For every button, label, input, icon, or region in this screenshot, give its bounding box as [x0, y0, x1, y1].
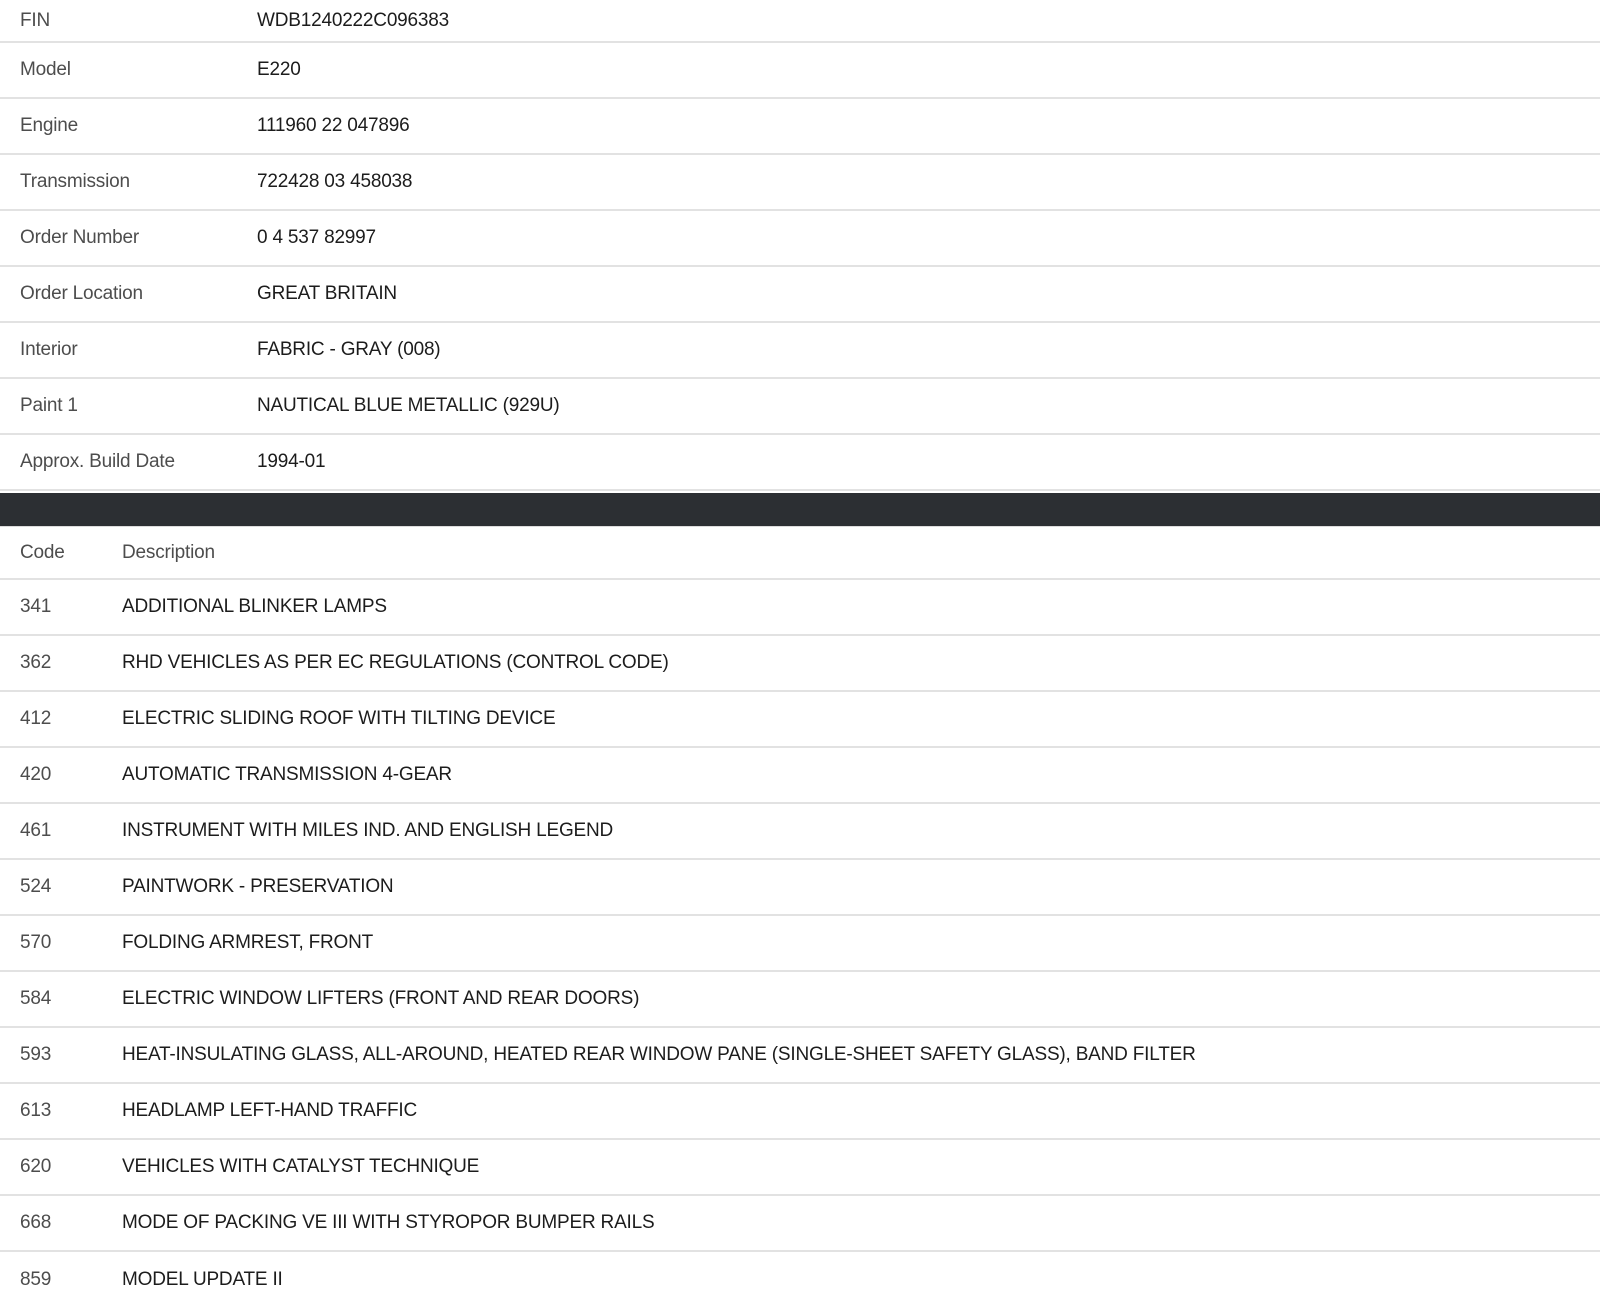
info-row-build-date: [0, 435, 1600, 491]
info-row-model: [0, 43, 1600, 99]
info-row-transmission: [0, 155, 1600, 211]
code-row: [0, 804, 1600, 860]
code-value: 613: [20, 1100, 52, 1121]
code-row: [0, 916, 1600, 972]
code-value: 341: [20, 596, 52, 617]
info-value: WDB1240222C096383: [257, 9, 450, 31]
code-row: [0, 636, 1600, 692]
code-description: ELECTRIC SLIDING ROOF WITH TILTING DEVICE: [122, 708, 556, 729]
code-value: 620: [20, 1156, 52, 1177]
info-label: Model: [20, 59, 71, 80]
info-label: Paint 1: [20, 395, 78, 416]
description-column-header: Description: [122, 541, 215, 563]
code-value: 461: [20, 820, 52, 841]
code-description: INSTRUMENT WITH MILES IND. AND ENGLISH LEGEND: [122, 820, 614, 841]
info-value: 722428 03 458038: [257, 171, 413, 192]
code-description: MODE OF PACKING VE III WITH STYROPOR BUMPER RAILS: [122, 1212, 655, 1233]
code-row: [0, 972, 1600, 1028]
info-value: 111960 22 047896: [257, 115, 410, 136]
info-label: Interior: [20, 339, 78, 360]
info-value: 1994-01: [257, 451, 326, 472]
info-row-paint: [0, 379, 1600, 435]
code-column-header: Code: [20, 541, 65, 563]
info-row-order-number: [0, 211, 1600, 267]
code-description: PAINTWORK - PRESERVATION: [122, 876, 394, 897]
code-value: 593: [20, 1044, 52, 1065]
code-value: 524: [20, 876, 52, 897]
info-label: Engine: [20, 115, 78, 136]
code-value: 668: [20, 1212, 52, 1233]
code-row: [0, 1140, 1600, 1196]
info-value: NAUTICAL BLUE METALLIC (929U): [257, 395, 560, 416]
code-row: [0, 1196, 1600, 1252]
code-row: [0, 860, 1600, 916]
info-label: Order Location: [20, 283, 143, 304]
code-description: MODEL UPDATE II: [122, 1269, 283, 1290]
info-row-engine: [0, 99, 1600, 155]
section-divider-bar: [0, 493, 1600, 527]
vehicle-info-table: [0, 0, 1600, 491]
code-value: 420: [20, 764, 52, 785]
info-label: Transmission: [20, 171, 130, 192]
code-description: VEHICLES WITH CATALYST TECHNIQUE: [122, 1156, 480, 1177]
code-row: [0, 1084, 1600, 1140]
info-value: GREAT BRITAIN: [257, 283, 397, 304]
code-description: AUTOMATIC TRANSMISSION 4-GEAR: [122, 764, 452, 785]
info-row-interior: [0, 323, 1600, 379]
code-value: 570: [20, 932, 52, 953]
code-value: 362: [20, 652, 52, 673]
code-row: [0, 1028, 1600, 1084]
code-value: 859: [20, 1269, 52, 1290]
info-label: Order Number: [20, 227, 140, 248]
equipment-codes-table: [0, 527, 1600, 1308]
codes-header-row: [0, 527, 1600, 580]
info-value: E220: [257, 59, 301, 80]
code-row: [0, 748, 1600, 804]
code-value: 584: [20, 988, 52, 1009]
code-row: [0, 692, 1600, 748]
info-row-fin: [0, 0, 1600, 43]
code-value: 412: [20, 708, 52, 729]
code-description: FOLDING ARMREST, FRONT: [122, 932, 374, 953]
info-row-order-location: [0, 267, 1600, 323]
code-description: HEAT-INSULATING GLASS, ALL-AROUND, HEATED REAR WINDOW PANE (SINGLE-SHEET SAFETY GLASS), BAND FILTER: [122, 1044, 1196, 1065]
info-label: FIN: [20, 9, 51, 31]
code-description: ADDITIONAL BLINKER LAMPS: [122, 596, 387, 617]
code-description: ELECTRIC WINDOW LIFTERS (FRONT AND REAR DOORS): [122, 988, 640, 1009]
code-description: HEADLAMP LEFT-HAND TRAFFIC: [122, 1100, 417, 1121]
info-value: 0 4 537 82997: [257, 227, 376, 248]
code-row: [0, 1252, 1600, 1308]
info-label: Approx. Build Date: [20, 451, 175, 472]
info-value: FABRIC - GRAY (008): [257, 339, 441, 360]
code-row: [0, 580, 1600, 636]
code-description: RHD VEHICLES AS PER EC REGULATIONS (CONTROL CODE): [122, 652, 669, 673]
